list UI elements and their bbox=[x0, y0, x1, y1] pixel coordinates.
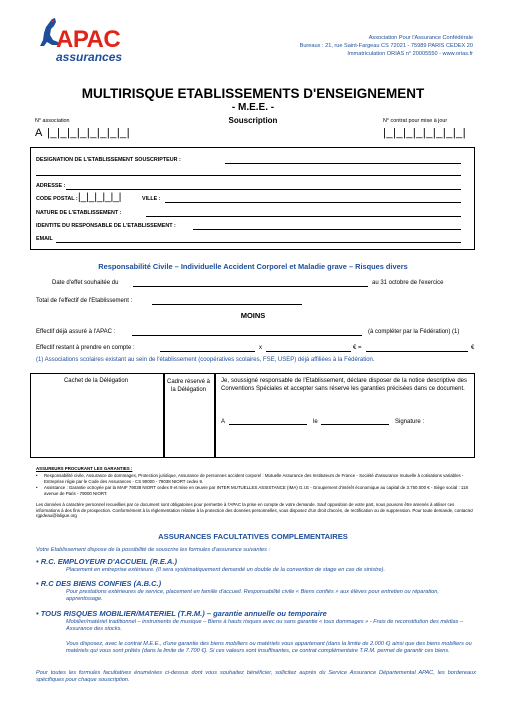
contract-number-field[interactable]: |_|_|_|_|_|_|_|_| bbox=[383, 127, 467, 139]
city-field[interactable] bbox=[165, 202, 461, 203]
rea-text: Placement en entreprise extérieure. (Il sera systématiquement demandé un double de la convention de stage en cas de sinistre). bbox=[66, 567, 386, 573]
assureurs-title: ASSUREURS PROCURANT LES GARANTIES : bbox=[36, 466, 133, 471]
euro-sign: € bbox=[471, 345, 475, 351]
moins-label: MOINS bbox=[240, 311, 266, 320]
abc-title: • R.C DES BIENS CONFIES (A.B.C.) bbox=[36, 579, 162, 588]
trm-text-2: Vous disposez, avec le contrat M.E.E., d'une garantie des biens mobiliers ou matériels vous appartenant (dans la limite de 2.000 €) ainsi que des biens mobiliers ou matériels qui vous sont prêtés (dans la limite de 7.700 €). Si ces valeurs sont insuffisantes, ce contrat complémentaire T.R.M. permet de garantir ces biens. bbox=[66, 641, 472, 655]
designation-field-2[interactable] bbox=[36, 175, 461, 176]
org-orias: Immatriculation ORIAS n° 20005550 - www.orias.fr bbox=[347, 51, 473, 57]
logo-apac-text: APAC bbox=[56, 26, 121, 53]
sign-place-field[interactable] bbox=[229, 424, 307, 425]
assoc-prefix: A bbox=[35, 127, 43, 139]
multiply-sign: x bbox=[259, 345, 262, 351]
total-effectif-field[interactable] bbox=[152, 304, 302, 305]
responsible-field[interactable] bbox=[193, 229, 461, 230]
sign-place-label: A bbox=[221, 419, 226, 425]
effectif-assure-label: Effectif déjà assuré à l'APAC : bbox=[36, 329, 116, 335]
postal-code-field[interactable]: |_|_|_|_|_| bbox=[78, 192, 122, 203]
email-field[interactable] bbox=[56, 242, 461, 243]
effective-date-field[interactable] bbox=[133, 286, 368, 287]
postal-code-label: CODE POSTAL : bbox=[36, 196, 78, 202]
assureur-bullet: • bbox=[36, 473, 38, 478]
contract-number-label: N° contrat pour mise à jour bbox=[383, 118, 448, 124]
signature-label: Signature : bbox=[395, 419, 425, 425]
euro-equals: € = bbox=[353, 345, 362, 351]
rgpd-notice: Les données à caractère personnel recueillies par ce document sont obligatoires pour permettre à l'APAC la prise en compte de votre demande. Sauf opposition de votre part, nous pouvons être amenés à utiliser ces informations à des fins de prospection. Conformément à la réglementation relative à la protection des données personnelles, vous disposez d'un droit d'accès, de rectification ou de suppression. Pour toute demande, contactez rgpdeau@laligue.org bbox=[36, 502, 474, 519]
facultatives-intro: Votre Etablissement dispose de la possibilité de souscrire les formules d'assurance suivantes : bbox=[36, 547, 271, 553]
effectif-restant-label: Effectif restant à prendre en compte : bbox=[36, 345, 135, 351]
address-label: ADRESSE : bbox=[36, 183, 66, 189]
effective-date-label: Date d'effet souhaitée du bbox=[52, 280, 119, 286]
assureur-item-2: Assistance : Garantie octroyée par la MAIF 79038 NIORT cedex 9 et mise en œuvre par INTER MUTUELLES ASSISTANCE (IMA) G.I.E - Groupement d'intérêt économique au capital de 3.750.000 € - Siège social : 118 avenue de Paris - 79000 NIORT. bbox=[44, 485, 468, 496]
assureur-item-1: Responsabilité civile, Assurance de dommages, Protection juridique, Assurance de personnes accident corporel : Mutuelle Assurance des Instituteurs de France - Société d'assurance mutuelle à cotisations variables - Entreprise régie par le Code des Assurances - CS 90000 - 79038 NIORT cedex 9. bbox=[44, 473, 464, 484]
org-address: Bureaux : 21, rue Saint-Fargeau CS 72021 - 75989 PARIS CEDEX 20 bbox=[299, 43, 473, 49]
org-name: Association Pour l'Assurance Confédérale bbox=[368, 35, 473, 41]
cachet-box bbox=[30, 373, 164, 458]
designation-field[interactable] bbox=[225, 163, 461, 164]
nature-label: NATURE DE L'ETABLISSEMENT : bbox=[36, 210, 122, 216]
cachet-label: Cachet de la Délégation bbox=[63, 378, 129, 384]
amount-field[interactable] bbox=[366, 351, 468, 352]
nature-field[interactable] bbox=[146, 216, 461, 217]
rea-title: • R.C. EMPLOYEUR D'ACCUEIL (R.E.A.) bbox=[36, 557, 177, 566]
effective-date-end: au 31 octobre de l'exercice bbox=[372, 280, 444, 286]
cadre-label: Cadre réservé à la Délégation bbox=[166, 379, 211, 393]
effectif-restant-field[interactable] bbox=[160, 351, 255, 352]
address-field[interactable] bbox=[66, 189, 461, 190]
note-1: (1) Associations scolaires existant au sein de l'établissement (coopératives scolaires, FSE, USEP) déjà affiliées à la Fédération. bbox=[36, 357, 375, 363]
trm-text-1: Mobilier/matériel traditionnel – instruments de musique – Biens à hauts risques avec ou sans garantie « tous dommages » - Frais de reconstitution des médias – Assurance des stocks. bbox=[66, 619, 464, 633]
logo-assurances-text: assurances bbox=[56, 50, 123, 64]
sign-date-field[interactable] bbox=[321, 424, 389, 425]
assoc-number-field[interactable]: |_|_|_|_|_|_|_|_| bbox=[47, 127, 131, 139]
federation-note: (à compléter par la Fédération) (1) bbox=[368, 329, 460, 335]
sign-date-label: le bbox=[313, 419, 318, 425]
designation-label: DESIGNATION DE L'ETABLISSEMENT SOUSCRIPTEUR : bbox=[36, 157, 181, 163]
facultatives-outro: Pour toutes les formules facultatives énumérées ci-dessus dont vous souhaitez bénéficier, sollicitez auprès du Service Assurance Départemental APAC, les bordereaux spécifiques pour chaque souscription. bbox=[36, 670, 476, 684]
rate-field[interactable] bbox=[266, 351, 351, 352]
souscription-label: Souscription bbox=[228, 116, 278, 125]
rc-section-title: Responsabilité Civile – Individuelle Accident Corporel et Maladie grave – Risques divers bbox=[98, 262, 408, 271]
abc-text: Pour prestations extérieures de service, placement en famille d'accueil. Responsabilité civile « Biens confiés » aux élèves pour entretien ou réparation, apprentissage. bbox=[66, 589, 439, 603]
declaration-text: Je, soussigné responsable de l'Etablissement, déclare disposer de la notice descriptive des Conventions Spéciales et accepter sans réserve les garanties précisées dans ce document. bbox=[221, 378, 467, 392]
email-label: EMAIL bbox=[36, 236, 53, 242]
page-subtitle: - M.E.E. - bbox=[231, 102, 275, 113]
facultatives-title: ASSURANCES FACULTATIVES COMPLEMENTAIRES bbox=[158, 532, 348, 541]
effectif-assure-field[interactable] bbox=[132, 335, 362, 336]
assureur-bullet-2: • bbox=[36, 485, 38, 490]
page-title: MULTIRISQUE ETABLISSEMENTS D'ENSEIGNEMENT bbox=[81, 86, 425, 101]
responsible-label: IDENTITE DU RESPONSABLE DE L'ETABLISSEMENT : bbox=[36, 223, 176, 229]
city-label: VILLE : bbox=[142, 196, 161, 202]
trm-title: • TOUS RISQUES MOBILIER/MATERIEL (T.R.M.) – garantie annuelle ou temporaire bbox=[36, 609, 327, 618]
total-effectif-label: Total de l'effectif de l'Etablissement : bbox=[36, 298, 133, 304]
assoc-number-label: N° association bbox=[35, 118, 70, 124]
